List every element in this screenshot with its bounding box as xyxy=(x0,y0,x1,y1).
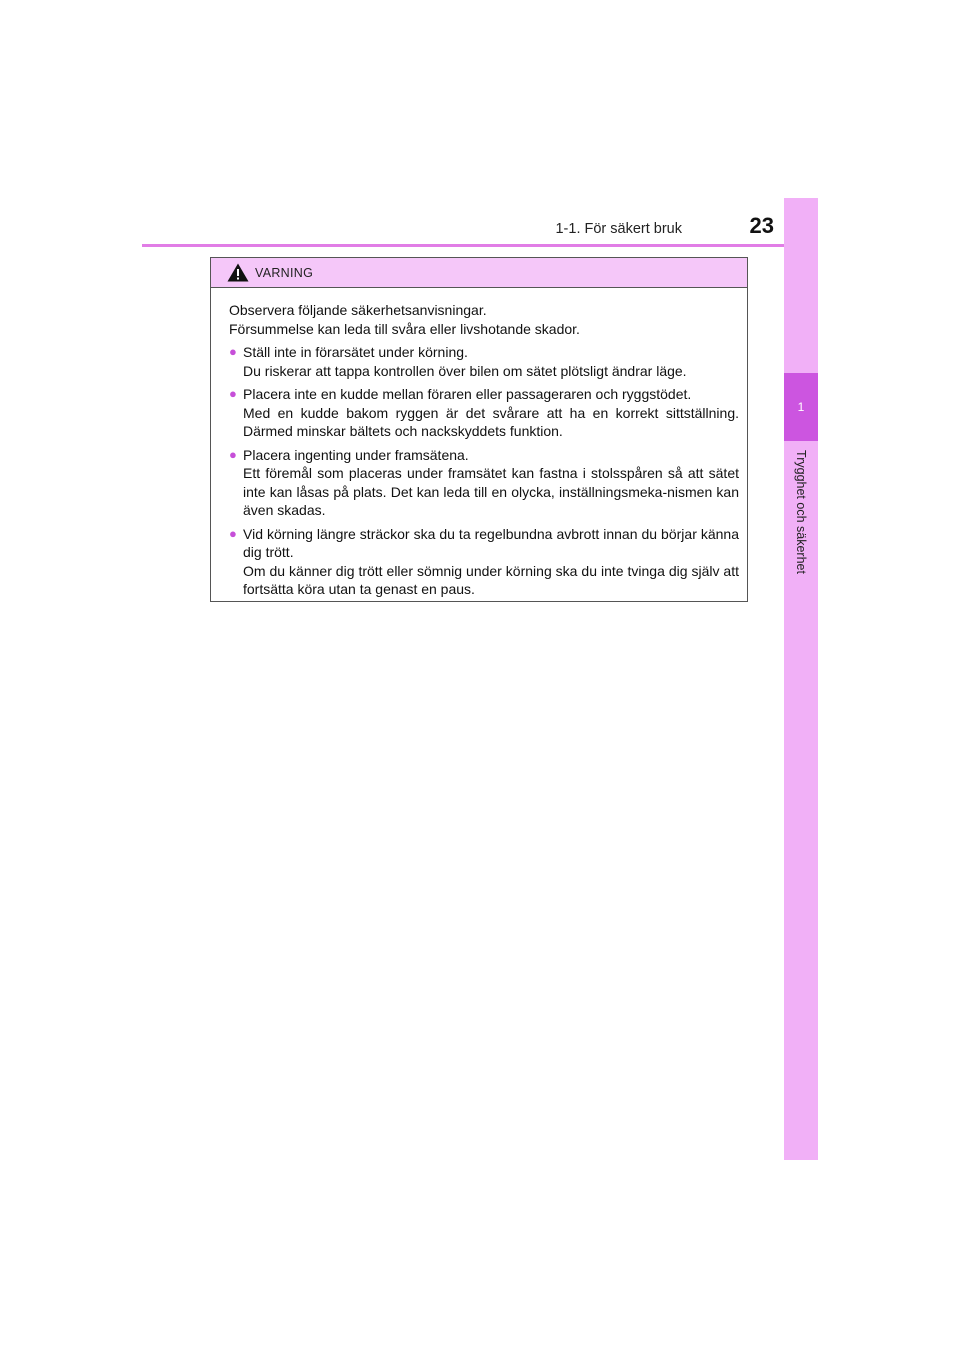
item-line: Ställ inte in förarsätet under körning. xyxy=(243,344,468,360)
chapter-side-tab xyxy=(784,198,818,1160)
intro-line: Försummelse kan leda till svåra eller livshotande skador. xyxy=(229,320,580,337)
warning-item-text xyxy=(243,446,739,520)
warning-item xyxy=(229,446,739,520)
warning-item xyxy=(229,525,739,599)
bullet-icon: ● xyxy=(229,386,237,401)
warning-intro xyxy=(229,301,739,338)
warning-list xyxy=(229,343,739,599)
warning-item-text xyxy=(243,385,739,441)
warning-item-text xyxy=(243,343,739,380)
item-line: Med en kudde bakom ryggen är det svårare att ha en korrekt sittställning. Därmed minskar bältets och nackskyddets funktion. xyxy=(243,404,739,439)
warning-triangle-icon xyxy=(227,263,249,282)
chapter-label: Trygghet och säkerhet xyxy=(794,450,808,574)
page-number: 23 xyxy=(749,213,774,238)
item-line: Placera inte en kudde mellan föraren eller passageraren och ryggstödet. xyxy=(243,386,692,402)
intro-line: Observera följande säkerhetsanvisningar. xyxy=(229,302,487,318)
warning-body xyxy=(211,288,747,599)
header-rule xyxy=(142,244,818,247)
item-line: Om du känner dig trött eller sömnig under körning ska du inte tvinga dig själv att fortsätta köra utan ta genast en paus. xyxy=(243,562,739,597)
chapter-number-marker xyxy=(784,373,818,441)
section-title: 1-1. För säkert bruk xyxy=(555,221,682,237)
bullet-icon: ● xyxy=(229,344,237,359)
warning-title: VARNING xyxy=(255,265,314,280)
warning-item xyxy=(229,343,739,380)
warning-item xyxy=(229,385,739,441)
bullet-icon: ● xyxy=(229,525,237,541)
item-line: Ett föremål som placeras under framsätet kan fastna i stolsspåren så att sätet inte kan låsas på plats. Det kan leda till en olycka, inställningsmeka-nismen kan även skadas. xyxy=(243,465,739,518)
item-line: Du riskerar att tappa kontrollen över bilen om sätet plötsligt ändrar läge. xyxy=(243,362,687,379)
chapter-number: 1 xyxy=(797,400,805,414)
item-line: Vid körning längre sträckor ska du ta regelbundna avbrott innan du börjar känna dig trött. xyxy=(243,525,739,560)
warning-box xyxy=(210,257,748,602)
item-line: Placera ingenting under framsätena. xyxy=(243,446,469,463)
warning-item-text xyxy=(243,525,739,599)
warning-header xyxy=(211,258,747,288)
bullet-icon: ● xyxy=(229,446,237,462)
